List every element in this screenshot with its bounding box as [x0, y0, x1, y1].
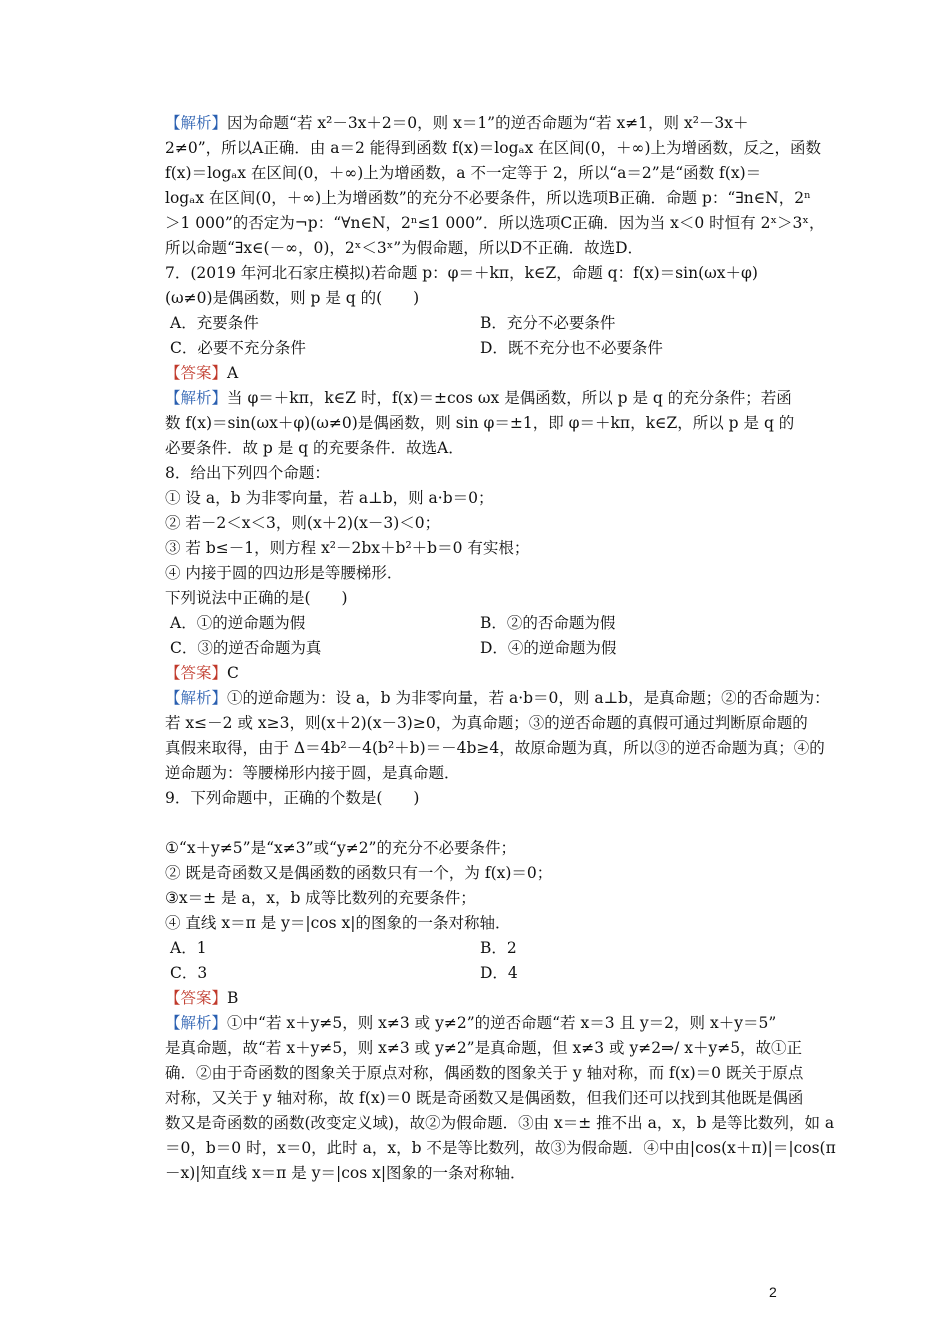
text-line: 真假来取得，由于 Δ＝4b²－4(b²＋b)＝－4b≥4，故原命题为真，所以③的逆否命题为真；④的 [165, 739, 825, 757]
text-line: ④ 直线 x＝π 是 y＝|cos x|的图象的一条对称轴． [165, 914, 511, 932]
option-left: C．3 [170, 964, 208, 982]
text-line: 【答案】C [165, 664, 239, 682]
text-line: 数 f(x)＝sin(ωx＋φ)(ω≠0)是偶函数，则 sin φ＝±1，即 φ＝＋kπ，k∈Z，所以 p 是 q 的 [165, 414, 795, 432]
section-tag: 【解析】 [165, 389, 228, 407]
text-line: 【答案】B [165, 989, 239, 1007]
text-line: logₐx 在区间(0，＋∞)上为增函数”的充分不必要条件，所以选项B正确．命题 p：“∃n∈N，2ⁿ [165, 189, 811, 207]
text-line: ①“x＋y≠5”是“x≠3”或“y≠2”的充分不必要条件； [165, 839, 516, 857]
text-line: 8．给出下列四个命题： [165, 464, 330, 482]
option-left: A．①的逆命题为假 [170, 614, 306, 632]
text-line: 9．下列命题中，正确的个数是( ) [165, 789, 420, 807]
option-left: A．1 [170, 939, 207, 957]
text-line: －x)|知直线 x＝π 是 y＝|cos x|图象的一条对称轴． [165, 1164, 526, 1182]
text-line: ③x＝± 是 a，x，b 成等比数列的充要条件； [165, 889, 476, 907]
section-tag: 【答案】 [165, 664, 228, 682]
section-tag: 【解析】 [165, 1014, 228, 1032]
text-line: 【解析】①中“若 x＋y≠5，则 x≠3 或 y≠2”的逆否命题“若 x＝3 且 y＝2，则 x＋y＝5” [165, 1014, 777, 1032]
section-tag: 【解析】 [165, 689, 228, 707]
option-right: B．②的否命题为假 [480, 614, 616, 632]
option-right: B．2 [480, 939, 517, 957]
page-number: 2 [769, 1284, 777, 1300]
text-line: 【答案】A [165, 364, 239, 382]
text-line: ＞1 000”的否定为¬p：“∀n∈N，2ⁿ≤1 000”．所以选项C正确．因为当 x＜0 时恒有 2ˣ＞3ˣ， [165, 214, 825, 232]
text-line: 2≠0”，所以A正确．由 a＝2 能得到函数 f(x)＝logₐx 在区间(0，＋∞)上为增函数，反之，函数 [165, 139, 822, 157]
option-left: C．必要不充分条件 [170, 339, 306, 357]
text-line: ① 设 a，b 为非零向量，若 a⊥b，则 a·b＝0； [165, 489, 494, 507]
text-line: 数又是奇函数的函数(改变定义域)，故②为假命题．③由 x＝± 推不出 a，x，b 是等比数列，如 a [165, 1114, 835, 1132]
text-line: ② 若－2＜x＜3，则(x＋2)(x－3)＜0； [165, 514, 441, 532]
text-line: 【解析】当 φ＝＋kπ，k∈Z 时，f(x)＝±cos ωx 是偶函数，所以 p 是 q 的充分条件；若函 [165, 389, 792, 407]
text-line: ＝0，b＝0 时，x＝0，此时 a，x，b 不是等比数列，故③为假命题．④中由|cos(x＋π)|＝|cos(π [165, 1139, 836, 1157]
text-line: 是真命题，故“若 x＋y≠5，则 x≠3 或 y≠2”是真命题，但 x≠3 或 y≠2⇒/ x＋y≠5，故①正 [165, 1039, 803, 1057]
text-line: 必要条件．故 p 是 q 的充要条件．故选A． [165, 439, 464, 457]
text-line: 若 x≤－2 或 x≥3，则(x＋2)(x－3)≥0，为真命题；③的逆否命题的真假可通过判断原命题的 [165, 714, 808, 732]
text-line: (ω≠0)是偶函数，则 p 是 q 的( ) [165, 289, 420, 307]
text-line: 确．②由于奇函数的图象关于原点对称，偶函数的图象关于 y 轴对称，而 f(x)＝0 既关于原点 [165, 1064, 804, 1082]
text-line: 7．(2019 年河北石家庄模拟)若命题 p：φ＝＋kπ，k∈Z，命题 q：f(x)＝sin(ωx＋φ) [165, 264, 758, 282]
text-line: ④ 内接于圆的四边形是等腰梯形． [165, 564, 403, 582]
option-left: A．充要条件 [170, 314, 259, 332]
text-line: 逆命题为：等腰梯形内接于圆，是真命题． [165, 764, 460, 782]
text-line: 【解析】因为命题“若 x²－3x＋2＝0，则 x＝1”的逆否命题为“若 x≠1，则 x²－3x＋ [165, 114, 749, 132]
option-left: C．③的逆否命题为真 [170, 639, 322, 657]
text-line: 下列说法中正确的是( ) [165, 589, 348, 607]
text-line: ② 既是奇函数又是偶函数的函数只有一个，为 f(x)＝0； [165, 864, 553, 882]
section-tag: 【解析】 [165, 114, 228, 132]
text-line: 【解析】①的逆命题为：设 a，b 为非零向量，若 a·b＝0，则 a⊥b，是真命题；②的否命题为： [165, 689, 830, 707]
option-right: B．充分不必要条件 [480, 314, 616, 332]
section-tag: 【答案】 [165, 989, 228, 1007]
text-line: 对称，又关于 y 轴对称，故 f(x)＝0 既是奇函数又是偶函数，但我们还可以找到其他既是偶函 [165, 1089, 804, 1107]
section-tag: 【答案】 [165, 364, 228, 382]
option-right: D．④的逆命题为假 [480, 639, 617, 657]
option-right: D．4 [480, 964, 518, 982]
text-line: 所以命题“∃x∈(－∞，0)，2ˣ＜3ˣ”为假命题，所以D不正确．故选D． [165, 239, 644, 257]
option-right: D．既不充分也不必要条件 [480, 339, 663, 357]
text-line: ③ 若 b≤－1，则方程 x²－2bx＋b²＋b＝0 有实根； [165, 539, 530, 557]
text-line: f(x)＝logₐx 在区间(0，＋∞)上为增函数，a 不一定等于 2，所以“a＝2”是“函数 f(x)＝ [165, 164, 762, 182]
